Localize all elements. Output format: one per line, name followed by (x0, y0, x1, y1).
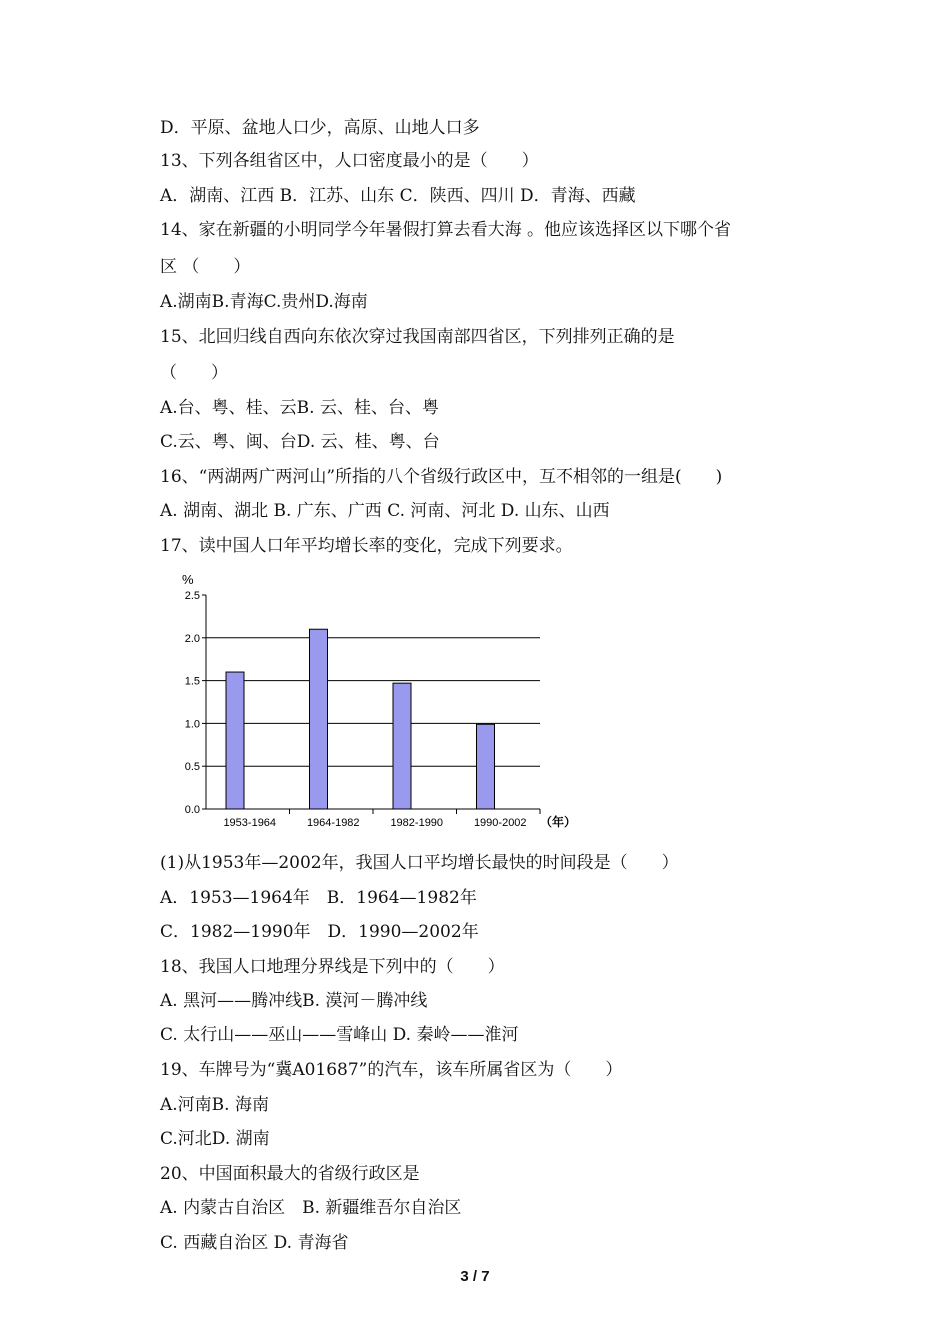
chart-bars (226, 629, 495, 809)
option-line: D．平原、盆地人口少，高原、山地人口多 (160, 118, 480, 138)
chart-y-tick-label: 2.0 (184, 632, 200, 645)
chart-y-tick-label: 2.5 (184, 590, 200, 602)
question-16: 16、“两湖两广两河山”所指的八个省级行政区中，互不相邻的一组是( ) (160, 467, 723, 487)
option-line: A．湖南、江西 B．江苏、山东 C．陕西、四川 D．青海、西藏 (160, 186, 636, 206)
option-line: C. 太行山——巫山——雪峰山 D. 秦岭——淮河 (160, 1025, 519, 1045)
option-line: C.云、粤、闽、台D. 云、桂、粤、台 (160, 432, 440, 452)
option-line: A. 内蒙古自治区 B. 新疆维吾尔自治区 (160, 1198, 462, 1218)
question-14: 14、家在新疆的小明同学今年暑假打算去看大海 。他应该选择区以下哪个省 (160, 220, 732, 240)
option-line: A. 湖南、湖北 B. 广东、广西 C. 河南、河北 D. 山东、山西 (160, 501, 610, 521)
chart-y-tick-label: 0.5 (184, 761, 200, 774)
chart-x-tick-label: 1982-1990 (390, 817, 444, 829)
page-number: 3 / 7 (460, 1268, 490, 1285)
question-17: 17、读中国人口年平均增长率的变化，完成下列要求。 (160, 536, 573, 556)
option-line: A.河南B. 海南 (160, 1095, 269, 1115)
option-line: A.台、粤、桂、云B. 云、桂、台、粤 (160, 398, 439, 418)
chart-bar (310, 629, 328, 809)
chart-bar (226, 672, 244, 809)
chart-x-tick-label: 1964-1982 (306, 817, 360, 829)
chart-y-label: % (182, 572, 194, 587)
question-14-cont: 区 （ ） (160, 257, 251, 277)
question-20: 20、中国面积最大的省级行政区是 (160, 1164, 420, 1184)
question-15: 15、北回归线自西向东依次穿过我国南部四省区，下列排列正确的是 (160, 327, 675, 347)
option-line: A．1953—1964年 B．1964—1982年 (160, 888, 477, 908)
chart-x-ticks (223, 809, 540, 829)
chart-x-tick-label: 1953-1964 (223, 817, 277, 829)
option-line: C. 西藏自治区 D. 青海省 (160, 1233, 349, 1253)
option-line: C．1982—1990年 D．1990—2002年 (160, 922, 479, 942)
chart-y-tick-label: 1.0 (184, 718, 200, 731)
question-13: 13、下列各组省区中，人口密度最小的是（ ） (160, 151, 539, 171)
question-18: 18、我国人口地理分界线是下列中的（ ） (160, 957, 505, 977)
chart-bar (477, 724, 495, 809)
chart-x-label: （年） (540, 815, 577, 829)
chart-x-tick-label: 1990-2002 (473, 817, 527, 829)
option-line: A.湖南B.青海C.贵州D.海南 (160, 292, 368, 312)
option-line: A. 黑河——腾冲线B. 漠河－腾冲线 (160, 991, 428, 1011)
chart-bar (393, 683, 411, 809)
chart-y-ticks (185, 590, 206, 816)
option-line: C.河北D. 湖南 (160, 1129, 270, 1149)
chart-y-tick-label: 1.5 (184, 675, 200, 688)
question-17-sub1: (1)从1953年—2002年，我国人口平均增长最快的时间段是（ ） (160, 853, 679, 873)
chart-y-tick-label: 0.0 (184, 804, 200, 816)
question-19: 19、车牌号为“冀A01687”的汽车，该车所属省区为（ ） (160, 1060, 623, 1080)
population-growth-chart (170, 568, 590, 838)
question-15-cont: （ ） (160, 363, 228, 383)
